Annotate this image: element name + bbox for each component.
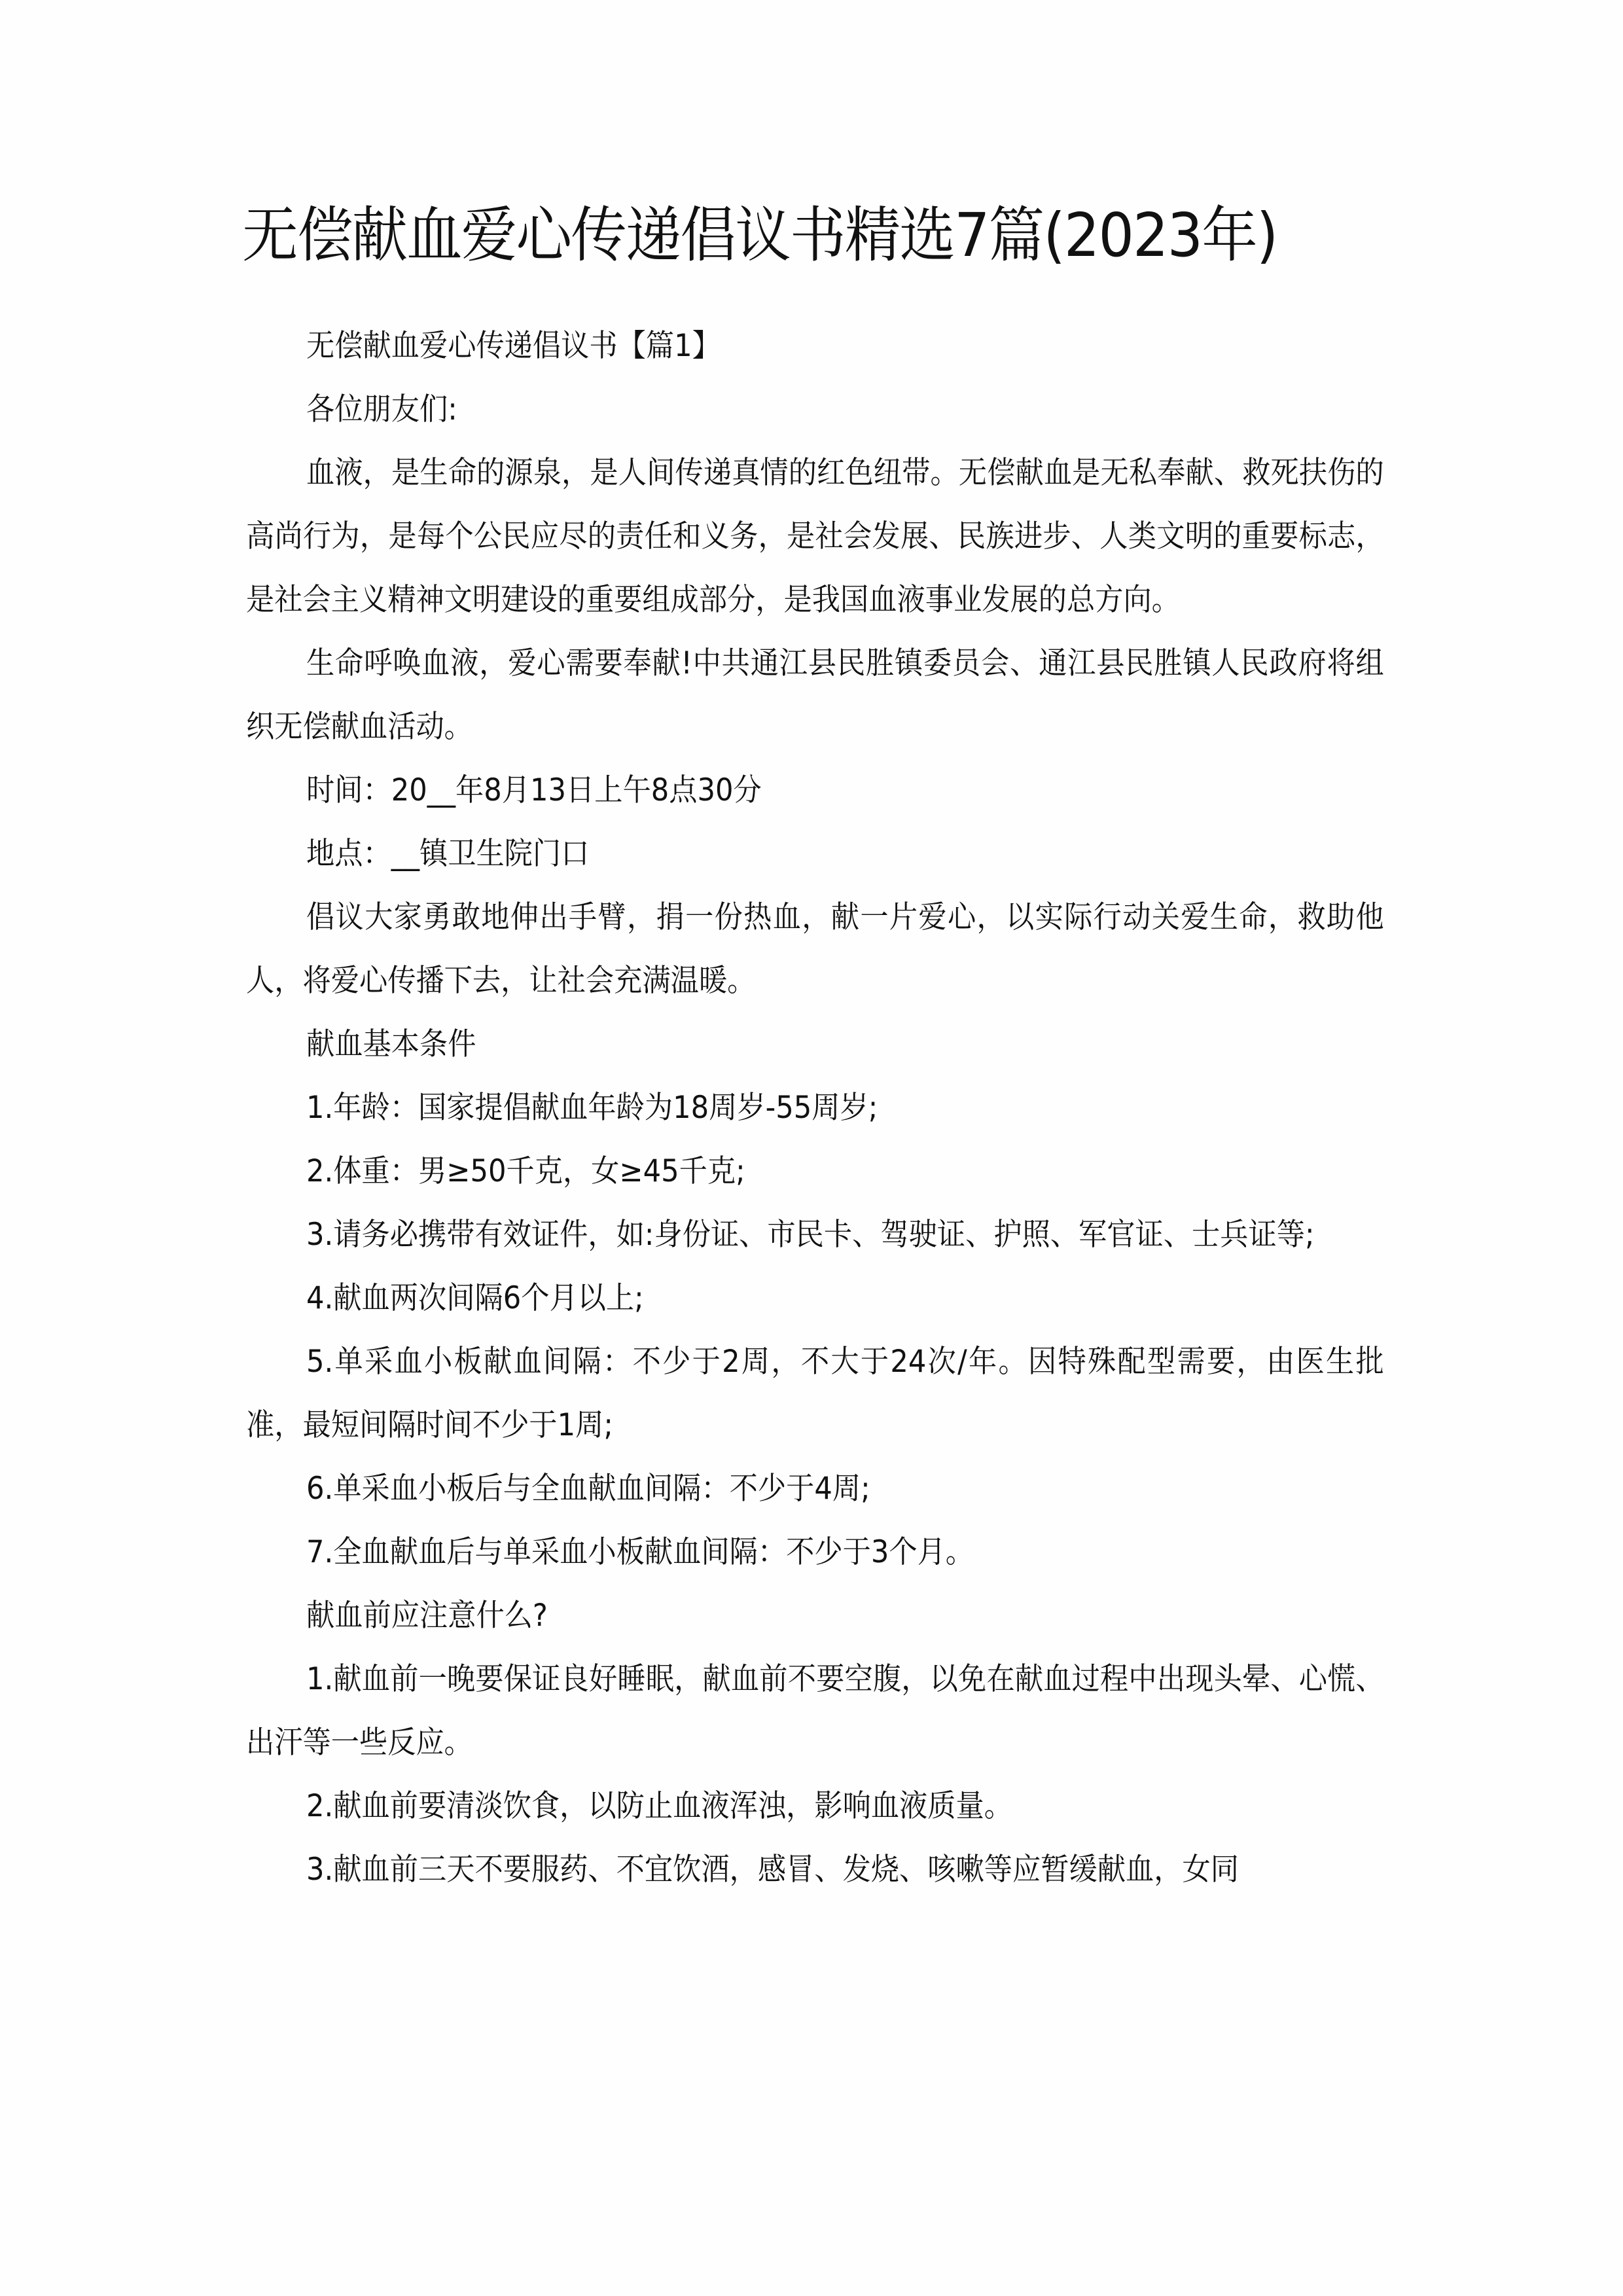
event-location: 地点：__镇卫生院门口 xyxy=(306,836,590,872)
list-item: 2.体重：男≥50千克，女≥45千克; xyxy=(306,1153,745,1189)
salutation: 各位朋友们: xyxy=(306,391,457,427)
event-time: 时间：20__年8月13日上午8点30分 xyxy=(306,772,762,808)
list-item: 5.单采血小板献血间隔：不少于2周，不大于24次/年。因特殊配型需要，由医生批准，最短间隔时间不少于1周; xyxy=(246,1344,1384,1443)
list-item: 4.献血两次间隔6个月以上; xyxy=(306,1280,644,1316)
list-item: 2.献血前要清淡饮食，以防止血液浑浊，影响血液质量。 xyxy=(306,1788,1013,1824)
subheading: 献血基本条件 xyxy=(306,1026,476,1062)
list-item: 3.请务必携带有效证件，如:身份证、市民卡、驾驶证、护照、军官证、士兵证等; xyxy=(306,1217,1315,1253)
paragraph: 生命呼唤血液，爱心需要奉献!中共通江县民胜镇委员会、通江县民胜镇人民政府将组织无偿献血活动。 xyxy=(246,645,1384,745)
list-item: 3.献血前三天不要服药、不宜饮酒，感冒、发烧、咳嗽等应暂缓献血，女同 xyxy=(306,1852,1239,1888)
paragraph: 倡议大家勇敢地伸出手臂，捐一份热血，献一片爱心，以实际行动关爱生命，救助他人，将爱心传播下去，让社会充满温暖。 xyxy=(246,899,1384,999)
list-item: 1.年龄：国家提倡献血年龄为18周岁-55周岁; xyxy=(306,1090,878,1126)
section-heading: 无偿献血爱心传递倡议书【篇1】 xyxy=(306,328,721,364)
list-item: 6.单采血小板后与全血献血间隔：不少于4周; xyxy=(306,1471,870,1507)
document-title: 无偿献血爱心传递倡议书精选7篇(2023年) xyxy=(242,200,1277,270)
list-item: 7.全血献血后与单采血小板献血间隔：不少于3个月。 xyxy=(306,1534,974,1570)
list-item: 1.献血前一晚要保证良好睡眠，献血前不要空腹，以免在献血过程中出现头晕、心慌、出汗等一些反应。 xyxy=(246,1661,1384,1761)
document-body xyxy=(246,314,1385,1901)
subheading: 献血前应注意什么? xyxy=(306,1598,548,1634)
paragraph: 血液，是生命的源泉，是人间传递真情的红色纽带。无偿献血是无私奉献、救死扶伤的高尚行为，是每个公民应尽的责任和义务，是社会发展、民族进步、人类文明的重要标志，是社会主义精神文明建设的重要组成部分，是我国血液事业发展的总方向。 xyxy=(246,455,1384,618)
